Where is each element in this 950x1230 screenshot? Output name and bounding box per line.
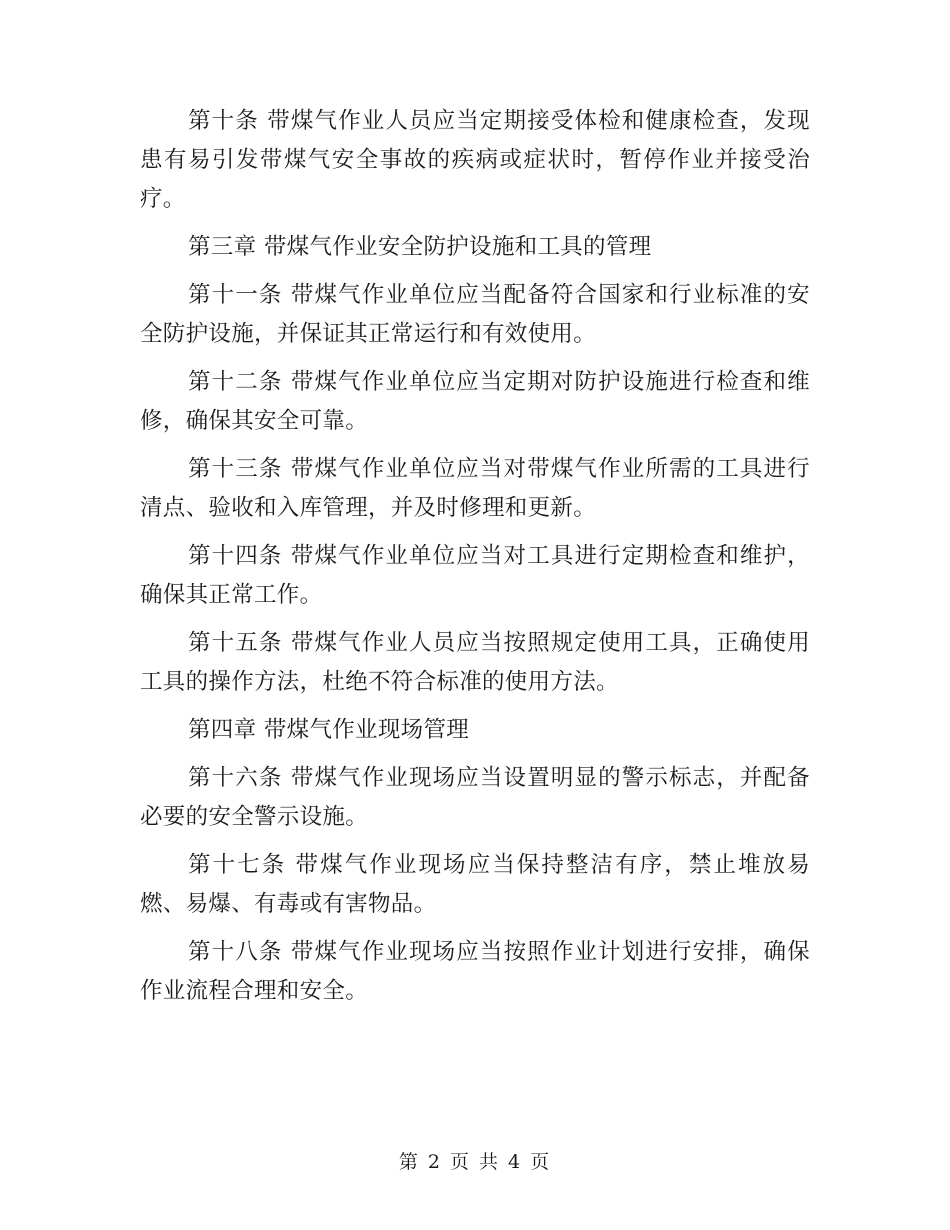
article-11: 第十一条 带煤气作业单位应当配备符合国家和行业标准的安全防护设施，并保证其正常运行和有效使用。 — [140, 282, 810, 347]
article-14: 第十四条 带煤气作业单位应当对工具进行定期检查和维护，确保其正常工作。 — [140, 543, 810, 608]
article-13: 第十三条 带煤气作业单位应当对带煤气作业所需的工具进行清点、验收和入库管理，并及时修理和更新。 — [140, 456, 810, 521]
page-number-footer: 第 2 页 共 4 页 — [398, 1151, 552, 1173]
chapter-3-heading: 第三章 带煤气作业安全防护设施和工具的管理 — [188, 234, 652, 260]
article-18: 第十八条 带煤气作业现场应当按照作业计划进行安排，确保作业流程合理和安全。 — [140, 939, 810, 1004]
article-17: 第十七条 带煤气作业现场应当保持整洁有序，禁止堆放易燃、易爆、有毒或有害物品。 — [140, 852, 810, 917]
article-12: 第十二条 带煤气作业单位应当定期对防护设施进行检查和维修，确保其安全可靠。 — [140, 369, 810, 434]
article-15: 第十五条 带煤气作业人员应当按照规定使用工具，正确使用工具的操作方法，杜绝不符合标准的使用方法。 — [140, 630, 810, 695]
article-10: 第十条 带煤气作业人员应当定期接受体检和健康检查，发现患有易引发带煤气安全事故的疾病或症状时，暂停作业并接受治疗。 — [140, 108, 810, 212]
chapter-4-heading: 第四章 带煤气作业现场管理 — [188, 717, 470, 743]
article-16: 第十六条 带煤气作业现场应当设置明显的警示标志，并配备必要的安全警示设施。 — [140, 765, 810, 830]
document-body — [140, 102, 810, 1020]
